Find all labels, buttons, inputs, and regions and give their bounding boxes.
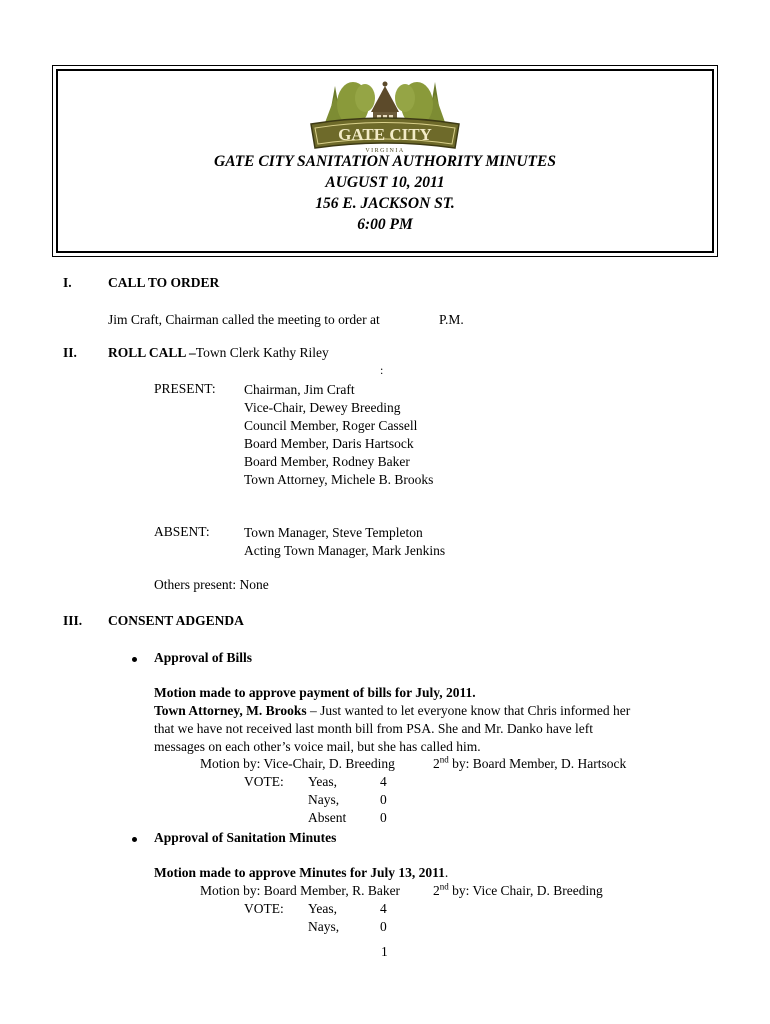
vote-row-value: 0: [380, 810, 387, 825]
absent-list: [244, 524, 445, 560]
list-item: Town Attorney, Michele B. Brooks: [244, 472, 434, 487]
section-numeral: I.: [63, 275, 72, 290]
call-to-order-text: Jim Craft, Chairman called the meeting to order at: [108, 312, 380, 327]
discussion-line: [154, 703, 630, 719]
bullet-icon: [132, 837, 137, 842]
vote-row-label: Yeas,: [308, 901, 338, 916]
others-present: Others present: None: [154, 577, 269, 592]
vote-row-value: 0: [380, 792, 387, 807]
stray-colon: :: [380, 363, 384, 377]
document-title: GATE CITY SANITATION AUTHORITY MINUTES: [214, 153, 556, 170]
discussion-line: that we have not received last month bill from PSA. She and Mr. Danko have left: [154, 721, 594, 736]
list-item: Town Manager, Steve Templeton: [244, 525, 423, 540]
discussion-line: messages on each other’s voice mail, but she has called him.: [154, 739, 481, 754]
meeting-date: AUGUST 10, 2011: [325, 174, 445, 191]
motion-text: Motion made to approve Minutes for July 13, 2011: [154, 865, 445, 880]
gate-city-logo: [305, 68, 465, 156]
second-by: [433, 883, 603, 899]
document-title-block: [52, 151, 718, 235]
call-to-order-time: P.M.: [439, 312, 464, 327]
vote-row-label: Nays,: [308, 792, 340, 807]
agenda-item-title: Approval of Sanitation Minutes: [154, 830, 337, 845]
list-item: Board Member, Rodney Baker: [244, 454, 410, 469]
roll-call-clerk: Town Clerk Kathy Riley: [195, 345, 329, 360]
present-list: [244, 381, 433, 489]
section-heading: [108, 345, 329, 361]
meeting-address: 156 E. JACKSON ST.: [315, 195, 455, 212]
logo-subtext: VIRGINIA: [365, 148, 405, 154]
motion-by: Motion by: Vice-Chair, D. Breeding: [200, 756, 395, 771]
page-number: 1: [381, 944, 388, 959]
list-item: Vice-Chair, Dewey Breeding: [244, 400, 401, 415]
list-item: Acting Town Manager, Mark Jenkins: [244, 543, 446, 558]
motion-period: .: [444, 865, 449, 880]
motion-text: Motion made to approve payment of bills for July, 2011.: [154, 685, 476, 700]
motion-line: [154, 865, 448, 881]
motion-by: Motion by: Board Member, R. Baker: [200, 883, 401, 898]
discussion-text: – Just wanted to let everyone know that Chris informed her: [306, 703, 631, 718]
second-suffix: nd: [439, 754, 449, 765]
logo-graphic: [305, 68, 465, 156]
vote-label: VOTE:: [244, 901, 284, 916]
vote-row-value: 4: [380, 901, 387, 916]
vote-row-value: 0: [380, 919, 387, 934]
vote-row-label: Yeas,: [308, 774, 338, 789]
logo-text: GATE CITY: [338, 125, 432, 144]
section-numeral: III.: [63, 613, 83, 628]
vote-row-value: 4: [380, 774, 387, 789]
section-numeral: II.: [63, 345, 77, 360]
list-item: Council Member, Roger Cassell: [244, 418, 418, 433]
absent-label: ABSENT:: [154, 524, 210, 539]
agenda-item-title: Approval of Bills: [154, 650, 253, 665]
bullet-icon: [132, 657, 137, 662]
list-item: Board Member, Daris Hartsock: [244, 436, 414, 451]
present-label: PRESENT:: [154, 381, 216, 396]
section-heading: CALL TO ORDER: [108, 275, 220, 290]
list-item: Chairman, Jim Craft: [244, 382, 355, 397]
roll-call-heading: ROLL CALL –: [108, 345, 196, 360]
speaker-name: Town Attorney, M. Brooks: [154, 703, 307, 718]
second-suffix: nd: [439, 881, 449, 892]
second-number: 2: [433, 756, 440, 771]
vote-label: VOTE:: [244, 774, 284, 789]
second-by: [433, 756, 626, 772]
vote-row-label: Absent: [308, 810, 347, 825]
vote-row-label: Nays,: [308, 919, 340, 934]
meeting-time: 6:00 PM: [357, 216, 413, 233]
section-heading: CONSENT ADGENDA: [108, 613, 244, 628]
second-name: by: Vice Chair, D. Breeding: [448, 883, 603, 898]
second-name: by: Board Member, D. Hartsock: [448, 756, 627, 771]
second-number: 2: [433, 883, 440, 898]
